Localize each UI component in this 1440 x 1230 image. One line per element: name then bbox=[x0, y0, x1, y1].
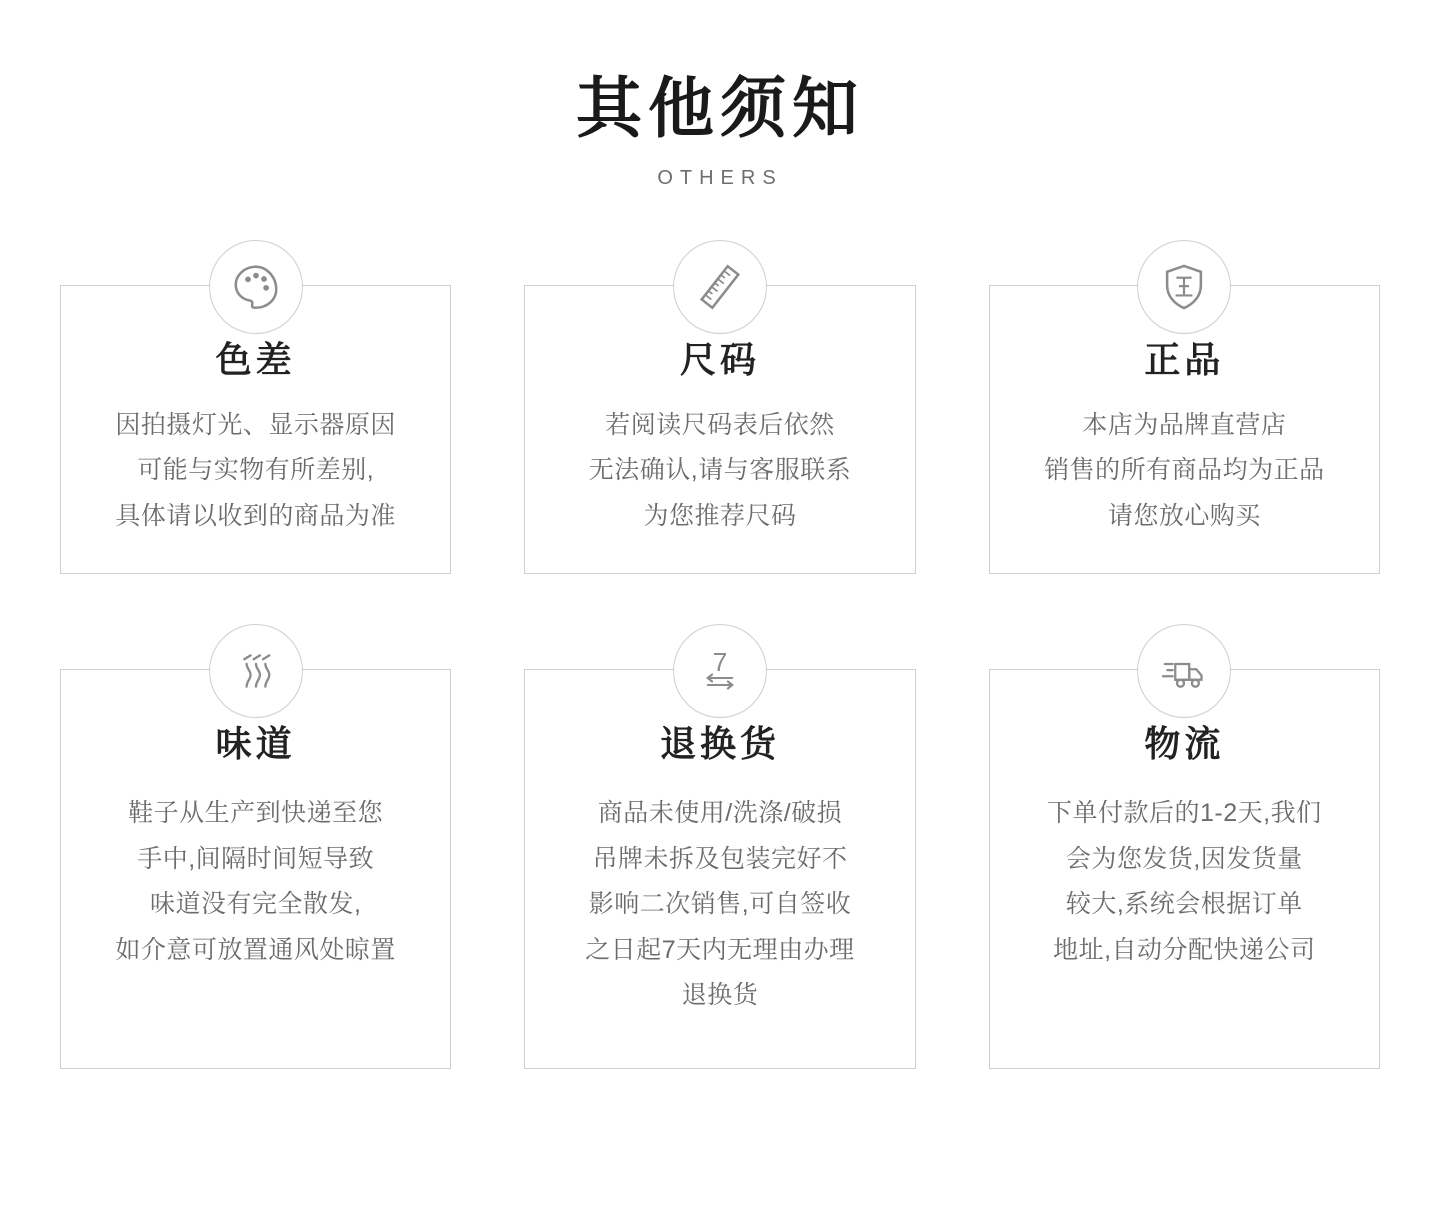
card-description bbox=[1008, 791, 1361, 973]
card-description-line: 可能与实物有所差别, bbox=[137, 456, 375, 485]
card-title: 物流 bbox=[1144, 723, 1225, 765]
notice-cell-color-difference bbox=[60, 240, 451, 575]
notice-cell-return bbox=[524, 624, 915, 1069]
card-description-line: 为您推荐尺码 bbox=[643, 501, 797, 530]
card-description bbox=[79, 791, 432, 973]
card-description-line: 请您放心购买 bbox=[1107, 501, 1261, 530]
card-description-line: 若阅读尺码表后依然 bbox=[605, 410, 835, 439]
notice-cell-size bbox=[524, 240, 915, 575]
card-title: 色差 bbox=[215, 338, 296, 380]
seven-day-return-icon bbox=[673, 624, 767, 718]
card-description bbox=[1008, 403, 1361, 540]
card-description-line: 较大,系统会根据订单 bbox=[1065, 890, 1303, 919]
notice-card bbox=[524, 669, 915, 1069]
card-description-line: 具体请以收到的商品为准 bbox=[115, 501, 396, 530]
card-description-line: 如介意可放置通风处晾置 bbox=[115, 935, 396, 964]
svg-text:7: 7 bbox=[712, 647, 728, 678]
ruler-icon bbox=[673, 240, 767, 334]
card-description-line: 商品未使用/洗涤/破损 bbox=[597, 799, 843, 828]
card-description-line: 下单付款后的1-2天,我们 bbox=[1047, 799, 1322, 828]
card-title: 正品 bbox=[1144, 338, 1225, 380]
notice-cell-odor bbox=[60, 624, 451, 1069]
notice-card bbox=[989, 669, 1380, 1069]
card-description-line: 销售的所有商品均为正品 bbox=[1044, 456, 1325, 485]
page-subtitle: OTHERS bbox=[657, 166, 783, 189]
genuine-shield-icon bbox=[1137, 240, 1231, 334]
card-description-line: 会为您发货,因发货量 bbox=[1065, 844, 1303, 873]
notice-cell-genuine bbox=[989, 240, 1380, 575]
page-header bbox=[0, 0, 1440, 190]
notice-cell-logistics bbox=[989, 624, 1380, 1069]
card-title: 退换货 bbox=[659, 723, 780, 765]
card-description-line: 退换货 bbox=[681, 981, 759, 1010]
card-title: 味道 bbox=[215, 723, 296, 765]
card-description-line: 影响二次销售,可自签收 bbox=[588, 890, 852, 919]
notice-card bbox=[60, 669, 451, 1069]
card-description-line: 之日起7天内无理由办理 bbox=[585, 935, 855, 964]
notice-card-grid bbox=[60, 190, 1380, 1070]
card-description bbox=[79, 403, 432, 540]
card-description-line: 味道没有完全散发, bbox=[149, 890, 362, 919]
card-title: 尺码 bbox=[679, 338, 760, 380]
card-description-line: 鞋子从生产到快递至您 bbox=[128, 799, 384, 828]
card-description-line: 无法确认,请与客服联系 bbox=[588, 456, 852, 485]
palette-icon bbox=[209, 240, 303, 334]
delivery-truck-icon bbox=[1137, 624, 1231, 718]
card-description-line: 因拍摄灯光、显示器原因 bbox=[115, 410, 396, 439]
card-description-line: 地址,自动分配快递公司 bbox=[1053, 935, 1316, 964]
card-description-line: 手中,间隔时间短导致 bbox=[137, 844, 375, 873]
card-description bbox=[543, 403, 896, 540]
card-description-line: 吊牌未拆及包装完好不 bbox=[592, 844, 848, 873]
card-description-line: 本店为品牌直营店 bbox=[1082, 410, 1287, 439]
page-title: 其他须知 bbox=[576, 71, 864, 145]
odor-waves-icon bbox=[209, 624, 303, 718]
card-description bbox=[543, 791, 896, 1019]
